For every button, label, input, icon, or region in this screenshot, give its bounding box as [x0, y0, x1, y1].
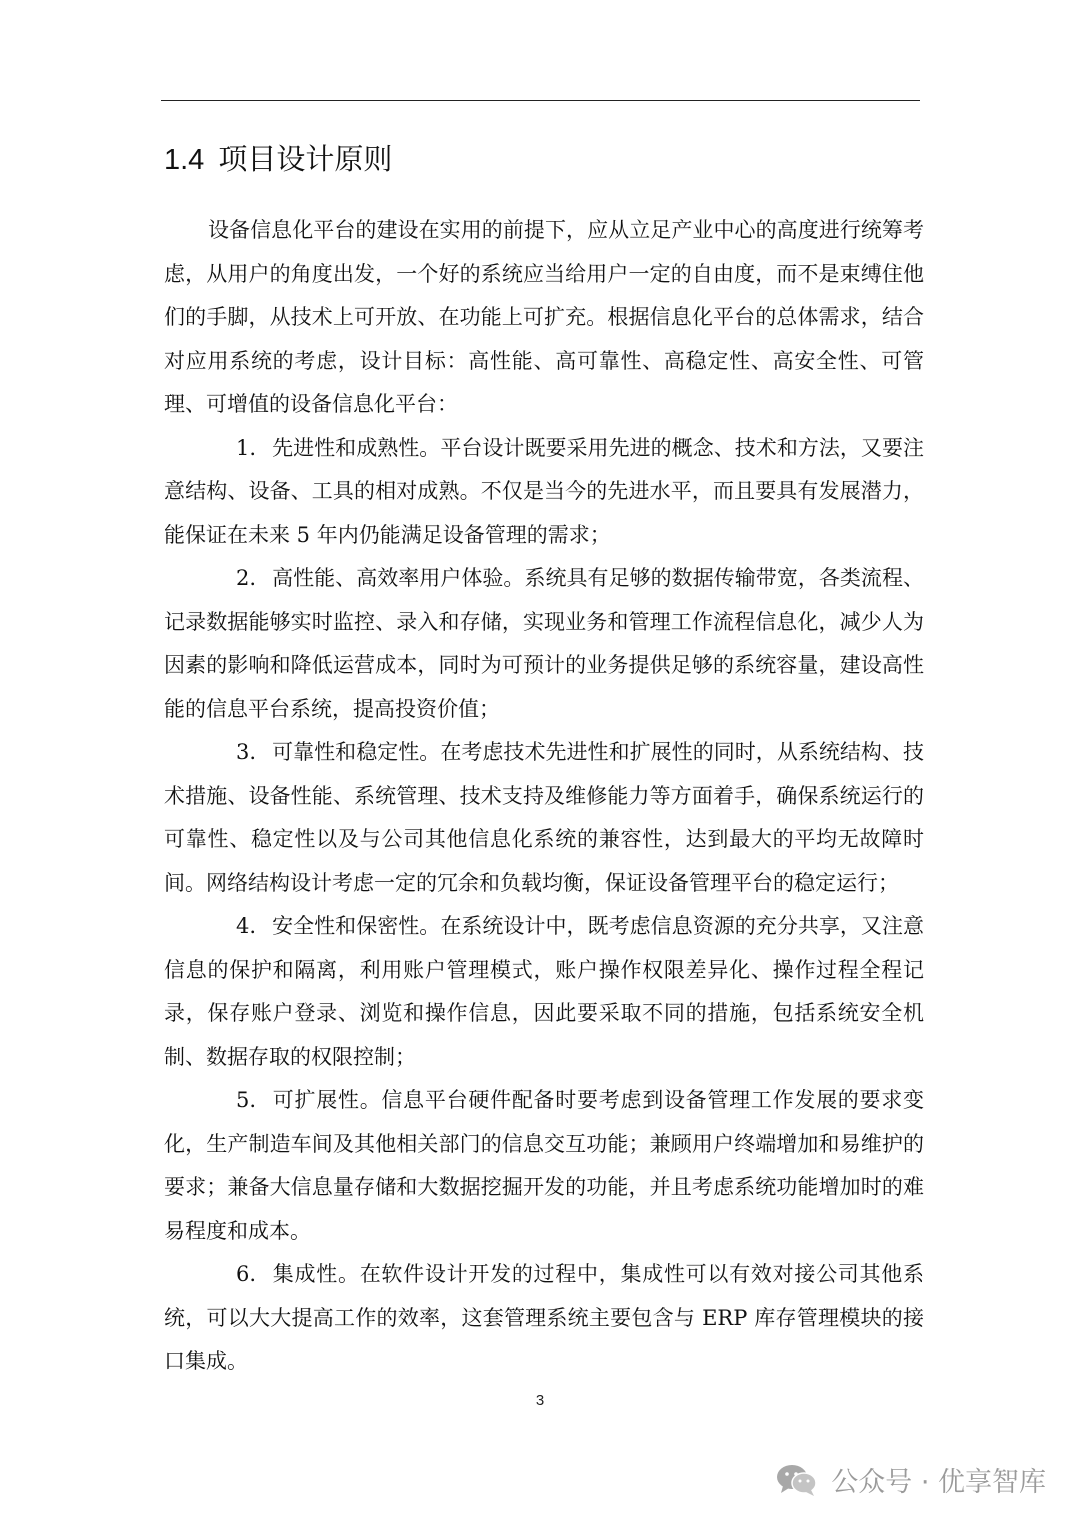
- wechat-icon: [775, 1462, 819, 1498]
- item-number: 3.: [236, 740, 257, 764]
- body-text: [164, 209, 924, 1384]
- section-title: 项目设计原则: [218, 144, 393, 176]
- page-number: 3: [535, 1392, 545, 1409]
- list-item: [164, 1253, 924, 1384]
- item-number: 1.: [236, 435, 257, 460]
- item-text: 先进性和成熟性。平台设计既要采用先进的概念、技术和方法，又要注意结构、设备、工具的相对成熟。不仅是当今的先进水平，而且要具有发展潜力，能保证在未来 5 年内仍能满足设备管理的需求；: [164, 435, 924, 547]
- list-item: [164, 1079, 924, 1253]
- section-heading: [164, 138, 392, 182]
- item-number: 2.: [236, 566, 257, 590]
- item-number: 5.: [236, 1088, 257, 1112]
- item-text: 集成性。在软件设计开发的过程中，集成性可以有效对接公司其他系统，可以大大提高工作的效率，这套管理系统主要包含与 ERP 库存管理模块的接口集成。: [164, 1262, 924, 1373]
- item-text: 安全性和保密性。在系统设计中，既考虑信息资源的充分共享，又注意信息的保护和隔离，利用账户管理模式，账户操作权限差异化、操作过程全程记录，保存账户登录、浏览和操作信息，因此要采取不同的措施，包括系统安全机制、数据存取的权限控制；: [164, 914, 924, 1069]
- item-text: 高性能、高效率用户体验。系统具有足够的数据传输带宽，各类流程、记录数据能够实时监控、录入和存储，实现业务和管理工作流程信息化，减少人为因素的影响和降低运营成本，同时为可预计的业务提供足够的系统容量，建设高性能的信息平台系统，提高投资价值；: [164, 566, 924, 721]
- header-rule: [161, 100, 920, 101]
- intro-paragraph: 设备信息化平台的建设在实用的前提下，应从立足产业中心的高度进行统筹考虑，从用户的角度出发，一个好的系统应当给用户一定的自由度，而不是束缚住他们的手脚，从技术上可开放、在功能上可扩充。根据信息化平台的总体需求，结合对应用系统的考虑，设计目标：高性能、高可靠性、高稳定性、高安全性、可管理、可增值的设备信息化平台：: [164, 218, 924, 416]
- item-text: 可扩展性。信息平台硬件配备时要考虑到设备管理工作发展的要求变化，生产制造车间及其他相关部门的信息交互功能；兼顾用户终端增加和易维护的要求；兼备大信息量存储和大数据挖掘开发的功能，并且考虑系统功能增加时的难易程度和成本。: [164, 1088, 924, 1243]
- watermark: [775, 1460, 1046, 1499]
- item-number: 6.: [236, 1262, 257, 1286]
- list-item: [164, 731, 924, 905]
- watermark-text: 公众号 · 优享智库: [831, 1467, 1046, 1498]
- list-item: [164, 427, 924, 558]
- list-item: [164, 905, 924, 1079]
- item-number: 4.: [236, 914, 257, 938]
- section-number: 1.4: [164, 144, 205, 176]
- list-item: [164, 557, 924, 731]
- item-text: 可靠性和稳定性。在考虑技术先进性和扩展性的同时，从系统结构、技术措施、设备性能、系统管理、技术支持及维修能力等方面着手，确保系统运行的可靠性、稳定性以及与公司其他信息化系统的兼容性，达到最大的平均无故障时间。网络结构设计考虑一定的冗余和负载均衡，保证设备管理平台的稳定运行；: [164, 740, 924, 895]
